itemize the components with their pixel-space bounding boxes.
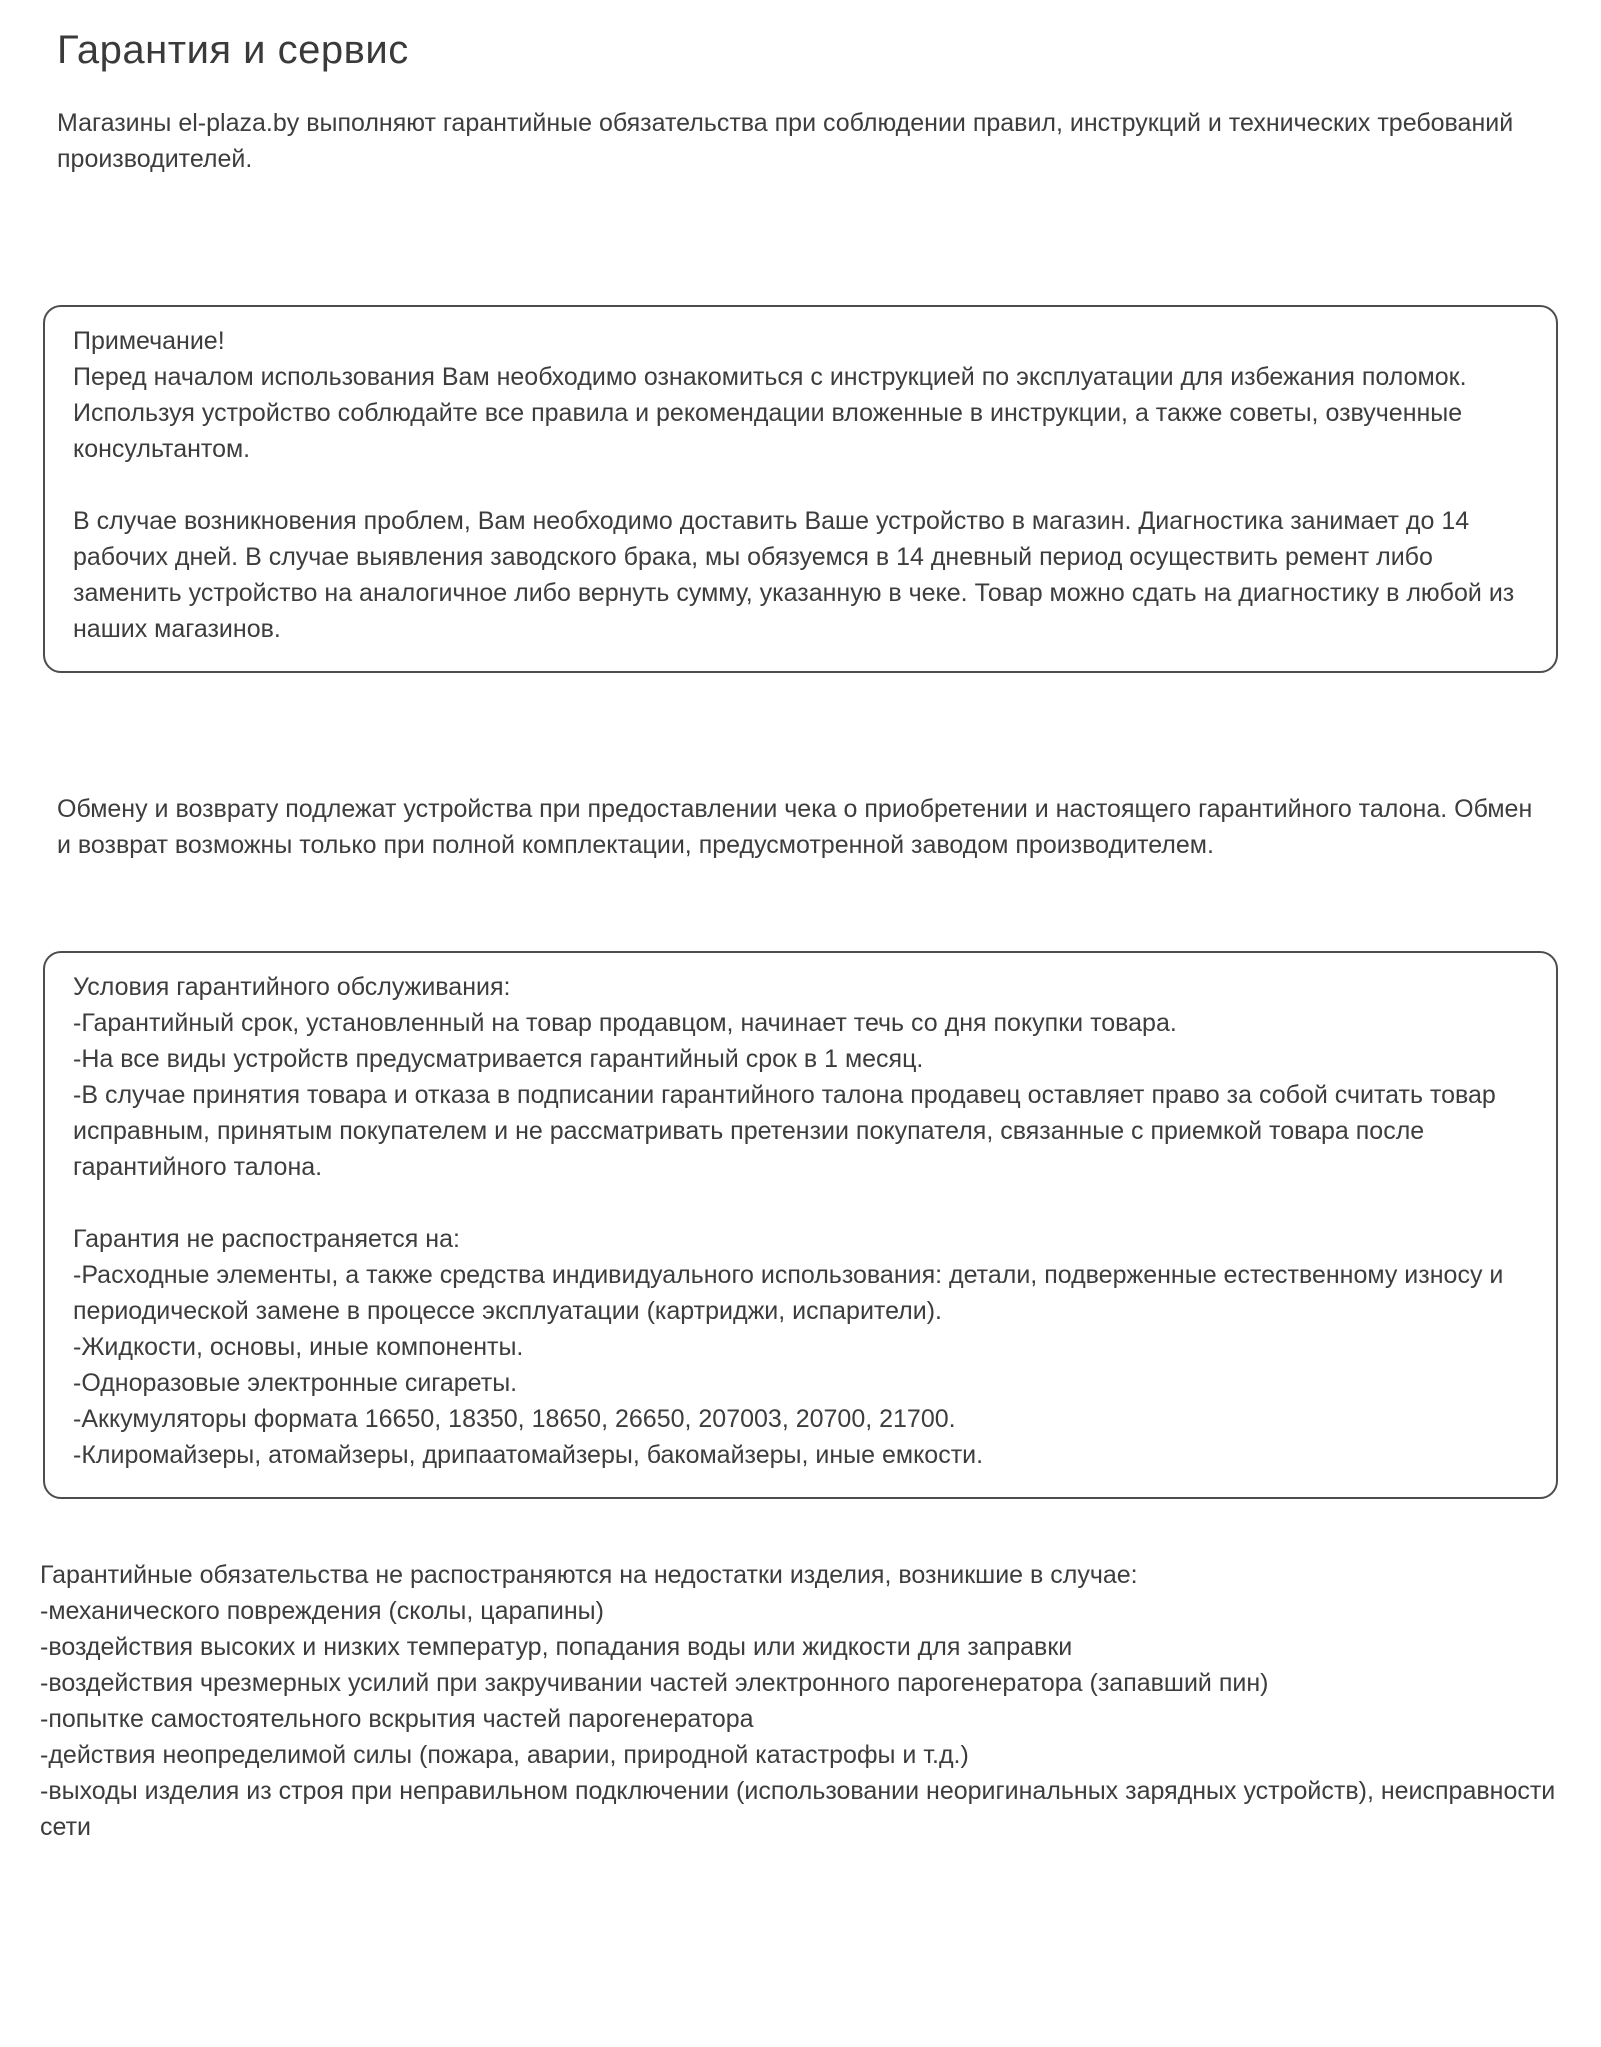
- exclusion-item: -Аккумуляторы формата 16650, 18350, 18650, 26650, 207003, 20700, 21700.: [73, 1405, 956, 1433]
- note-box-heading: Примечание!: [73, 327, 225, 355]
- exclusions-subheading: Гарантия не распостраняется на:: [73, 1225, 460, 1253]
- exclusion-item: -Расходные элементы, а также средства индивидуального использования: детали, подверженные естественному износу и периодической замене в процессе эксплуатации (картриджи, испарители).: [73, 1261, 1504, 1325]
- liability-section: [40, 1557, 1561, 1845]
- liability-heading: Гарантийные обязательства не распостраняются на недостатки изделия, возникшие в случае:: [40, 1561, 1138, 1589]
- conditions-heading: Условия гарантийного обслуживания:: [73, 973, 511, 1001]
- exclusion-item: -Жидкости, основы, иные компоненты.: [73, 1333, 524, 1361]
- exchange-return-paragraph: Обмену и возврату подлежат устройства при предоставлении чека о приобретении и настоящего гарантийного талона. Обмен и возврат возможны только при полной комплектации, предусмотренной заводом производителем.: [57, 795, 1533, 859]
- note-box-paragraph-problems: В случае возникновения проблем, Вам необходимо доставить Ваше устройство в магазин. Диагностика занимает до 14 рабочих дней. В случае выявления заводского брака, мы обязуемся в 14 дневный период осуществить ремент либо заменить устройство на аналогичное либо вернуть сумму, указанную в чеке. Товар можно сдать на диагностику в любой из наших магазинов.: [73, 507, 1515, 643]
- liability-item: -механического повреждения (сколы, царапины): [40, 1597, 604, 1625]
- liability-item: -воздействия высоких и низких температур, попадания воды или жидкости для заправки: [40, 1633, 1073, 1661]
- liability-item: -выходы изделия из строя при неправильном подключении (использовании неоригинальных зарядных устройств), неисправности сети: [40, 1777, 1556, 1841]
- note-box: [43, 305, 1558, 673]
- intro-paragraph: Магазины el-plaza.by выполняют гарантийные обязательства при соблюдении правил, инструкций и технических требований производителей.: [57, 109, 1514, 173]
- liability-item: -воздействия чрезмерных усилий при закручивании частей электронного парогенератора (запавший пин): [40, 1669, 1269, 1697]
- page-title: Гарантия и сервис: [57, 28, 409, 72]
- condition-item: -Гарантийный срок, установленный на товар продавцом, начинает течь со дня покупки товара.: [73, 1009, 1177, 1037]
- liability-item: -попытке самостоятельного вскрытия частей парогенератора: [40, 1705, 754, 1733]
- warranty-conditions-box: [43, 951, 1558, 1499]
- exclusion-item: -Клиромайзеры, атомайзеры, дрипаатомайзеры, бакомайзеры, иные емкости.: [73, 1441, 984, 1469]
- exclusion-item: -Одноразовые электронные сигареты.: [73, 1369, 518, 1397]
- condition-item: -На все виды устройств предусматривается гарантийный срок в 1 месяц.: [73, 1045, 924, 1073]
- condition-item: -В случае принятия товара и отказа в подписании гарантийного талона продавец оставляет право за собой считать товар исправным, принятым покупателем и не рассматривать претензии покупателя, связанные с приемкой товара после гарантийного талона.: [73, 1081, 1496, 1181]
- liability-item: -действия неопределимой силы (пожара, аварии, природной катастрофы и т.д.): [40, 1741, 969, 1769]
- note-box-paragraph-usage: Перед началом использования Вам необходимо ознакомиться с инструкцией по эксплуатации для избежания поломок. Используя устройство соблюдайте все правила и рекомендации вложенные в инструкции, а также советы, озвученные консультантом.: [73, 363, 1467, 463]
